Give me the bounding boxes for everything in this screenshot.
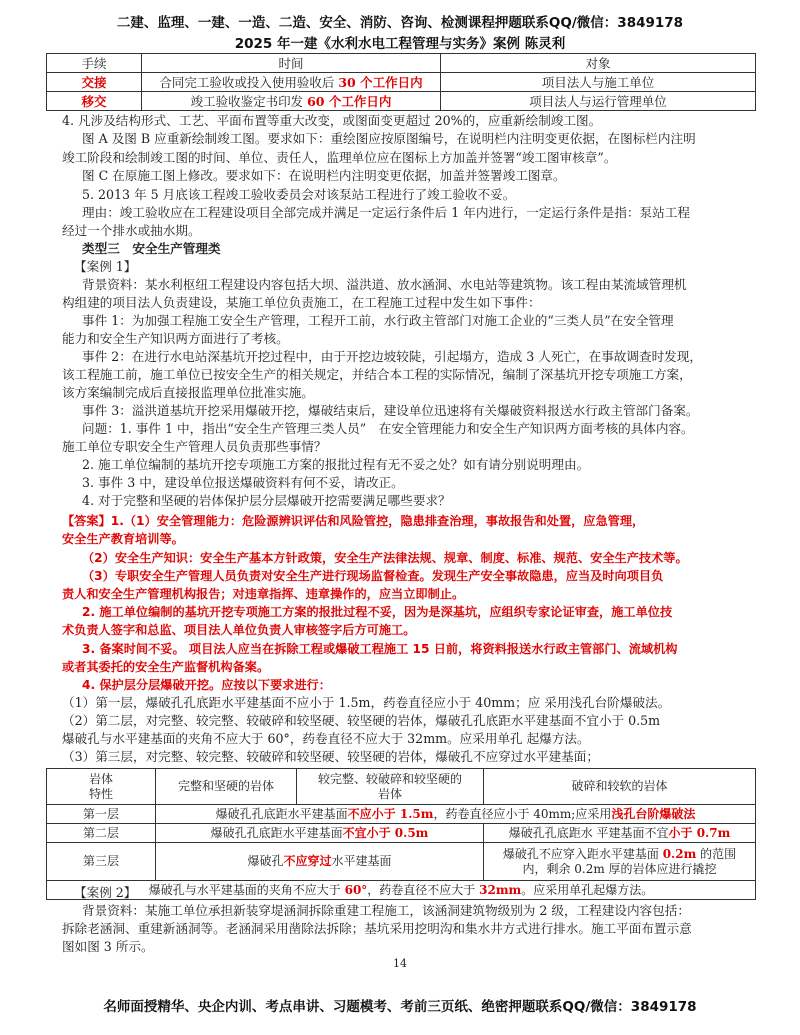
table-cell: 第二层 — [47, 824, 156, 843]
table-row — [47, 92, 756, 111]
text-line: 经过一个排水或抽水期。 — [62, 223, 201, 238]
table-cell: 项目法人与施工单位 — [441, 73, 756, 92]
text-line: 3. 事件 3 中，建设单位报送爆破资料有何不妥，请改正。 — [82, 475, 404, 490]
text-line: 问题：1. 事件 1 中，指出“安全生产管理三类人员” 在安全管理能力和安全生产知识两方面考核的具体内容。 — [82, 421, 694, 436]
text-line: 背景资料：某施工单位承担新装穿堤涵洞拆除重建工程施工，该涵洞建筑物级别为 2 级，工程建设内容包括： — [82, 903, 690, 918]
text-line: 事件 3：溢洪道基坑开挖采用爆破开挖，爆破结束后，建设单位迅速将有关爆破资料报送水行政主管部门备案。 — [82, 403, 699, 418]
table-cell: 项目法人与运行管理单位 — [441, 92, 756, 111]
header-contact-line: 二建、监理、一建、一造、二造、安全、消防、咨询、检测课程押题联系QQ/微信：3849178 — [116, 15, 684, 31]
table-cell: 交接 — [47, 73, 142, 92]
table-cell: 爆破孔孔底距水 平建基面不宜小于 0.7m — [484, 824, 756, 843]
text-line: 图 A 及图 B 应重新绘制竣工图。要求如下：重绘图应按原图编号，在说明栏内注明变更依据，在图标栏内注明 — [82, 131, 696, 146]
text-line: （3）第三层，对完整、较完整、较破碎和较坚硬、较坚硬的岩体，爆破孔不应穿过水平建基面； — [62, 749, 599, 764]
table-cell: 爆破孔与水平建基面的夹角不应大于 60°，药卷直径不应大于 32mm。应采用单孔起爆方法。 — [47, 881, 756, 900]
text-line: 能力和安全生产知识两方面进行了考核。 — [62, 331, 289, 346]
page-number: 14 — [393, 957, 407, 970]
text-line: 构组建的项目法人负责建设，某施工单位负责施工，在工程施工过程中发生如下事件： — [62, 295, 541, 310]
text-line: 图 C 在原施工图上修改。要求如下：在说明栏内注明变更依据，加盖并签署竣工图章。 — [82, 168, 566, 183]
answer-line: 2. 施工单位编制的基坑开挖专项施工方案的报批过程不妥，因为是深基坑，应组织专家论证审查，施工单位技 — [82, 605, 673, 619]
text-line: 图如图 3 所示。 — [62, 939, 154, 954]
table-header: 对象 — [441, 54, 756, 73]
text-line: 4. 对于完整和坚硬的岩体保护层分层爆破开挖需要满足哪些要求？ — [82, 493, 451, 508]
table-header: 完整和坚硬的岩体 — [156, 769, 297, 805]
text-line: 背景资料：某水利枢纽工程建设内容包括大坝、溢洪道、放水涵洞、水电站等建筑物。该工程由某流域管理机 — [82, 277, 687, 292]
table-row — [47, 843, 756, 881]
text-line: 事件 1：为加强工程施工安全生产管理，工程开工前，水行政主管部门对施工企业的“三类人员”在安全管理 — [82, 313, 674, 328]
text-line: 该方案编制完成后直接报监理单位批准实施。 — [62, 385, 314, 400]
text-line: 拆除老涵洞、重建新涵洞等。老涵洞采用凿除法拆除；基坑采用挖明沟和集水井方式进行排水。施工平面布置示意 — [62, 921, 692, 936]
text-line: （1）第一层，爆破孔孔底距水平建基面不应小于 1.5m，药卷直径应小于 40mm；应 采用浅孔台阶爆破法。 — [62, 695, 671, 710]
answer-line: （2）安全生产知识：安全生产基本方针政策，安全生产法律法规、规章、制度、标准、规范、安全生产技术等。 — [82, 551, 688, 565]
table-cell: 爆破孔不应穿入距水平建基面 0.2m 的范围 内，剩余 0.2m 厚的岩体应进行撬挖 — [484, 843, 756, 881]
text-line: 竣工阶段和绘制竣工图的时间、单位、责任人，监理单位应在图标上方加盖并签署“竣工图审核章”。 — [62, 150, 617, 165]
table-row — [47, 73, 756, 92]
footer-contact-line: 名师面授精华、央企内训、考点串讲、习题模考、考前三页纸、绝密押题联系QQ/微信：3849178 — [103, 999, 697, 1015]
answer-line: 【答案】1.（1）安全管理能力：危险源辨识评估和风险管控，隐患排查治理，事故报告和处置，应急管理， — [62, 514, 645, 528]
table-cell: 第三层 — [47, 843, 156, 881]
answer-line: （3）专职安全生产管理人员负责对安全生产进行现场监督检查。发现生产安全事故隐患，应当及时向项目负 — [82, 569, 664, 583]
table-header: 手续 — [47, 54, 142, 73]
table-cell: 爆破孔不应穿过水平建基面 — [156, 843, 484, 881]
table-header: 时间 — [142, 54, 441, 73]
table-cell: 竣工验收鉴定书印发 60 个工作日内 — [142, 92, 441, 111]
text-line: 事件 2：在进行水电站深基坑开挖过程中，由于开挖边坡较陡，引起塌方，造成 3 人死亡，在事故调查时发现， — [82, 349, 702, 364]
table-row — [47, 805, 756, 824]
table-header: 较完整、较破碎和较坚硬的 岩体 — [297, 769, 484, 805]
text-line: 该工程施工前，施工单位已按安全生产的相关规定，并结合本工程的实际情况，编制了深基坑开挖专项施工方案， — [62, 367, 692, 382]
answer-line: 3. 备案时间不妥。 项目法人应当在拆除工程或爆破工程施工 15 日前，将资料报送水行政主管部门、流域机构 — [82, 642, 678, 656]
blasting-table — [46, 768, 756, 900]
text-line: 2. 施工单位编制的基坑开挖专项施工方案的报批过程有无不妥之处？如有请分别说明理由。 — [82, 457, 590, 472]
text-line: 爆破孔与水平建基面的夹角不应大于 60°，药卷直径不应大于 32mm。应采用单孔 起爆方法。 — [62, 731, 590, 746]
answer-line: 或者其委托的安全生产监督机构备案。 — [62, 660, 270, 674]
text-line: 4. 凡涉及结构形式、工艺、平面布置等重大改变，或图面变更超过 20%的，应重新绘制竣工图。 — [62, 113, 602, 128]
answer-line: 责人和安全生产管理机构报告；对违章指挥、违章操作的，应当立即制止。 — [62, 587, 465, 601]
answer-line: 术负责人签字和总监、项目法人单位负责人审核签字后方可施工。 — [62, 623, 416, 637]
table-header: 破碎和较软的岩体 — [484, 769, 756, 805]
case-title: 【案例 1】 — [74, 259, 137, 274]
table-header: 岩体 特性 — [47, 769, 156, 805]
table-cell: 爆破孔孔底距水平建基面不宜小于 0.5m — [156, 824, 484, 843]
answer-line: 安全生产教育培训等。 — [62, 532, 184, 546]
table-cell: 合同完工验收或投入使用验收后 30 个工作日内 — [142, 73, 441, 92]
table-cell: 第一层 — [47, 805, 156, 824]
table-cell: 移交 — [47, 92, 142, 111]
answer-line: 4. 保护层分层爆破开挖。应按以下要求进行： — [82, 678, 331, 692]
table-row — [47, 824, 756, 843]
text-line: （2）第二层，对完整、较完整、较破碎和较坚硬、较坚硬的岩体，爆破孔孔底距水平建基面不宜小于 0.5m — [62, 713, 661, 728]
text-line: 施工单位专职安全生产管理人员负责那些事情？ — [62, 439, 327, 454]
text-line: 5. 2013 年 5 月底该工程竣工验收委员会对该泵站工程进行了竣工验收不妥。 — [82, 187, 516, 202]
text-line: 理由：竣工验收应在工程建设项目全部完成并满足一定运行条件后 1 年内进行，一定运行条件是指：泵站工程 — [82, 205, 690, 220]
header-title: 2025 年一建《水利水电工程管理与实务》案例 陈灵利 — [234, 36, 566, 52]
handover-table — [46, 53, 756, 111]
section-heading: 类型三 安全生产管理类 — [82, 241, 221, 256]
case-title: 【案例 2】 — [74, 885, 137, 900]
table-cell: 爆破孔孔底距水平建基面不应小于 1.5m，药卷直径应小于 40mm;应采用浅孔台阶爆破法 — [156, 805, 756, 824]
